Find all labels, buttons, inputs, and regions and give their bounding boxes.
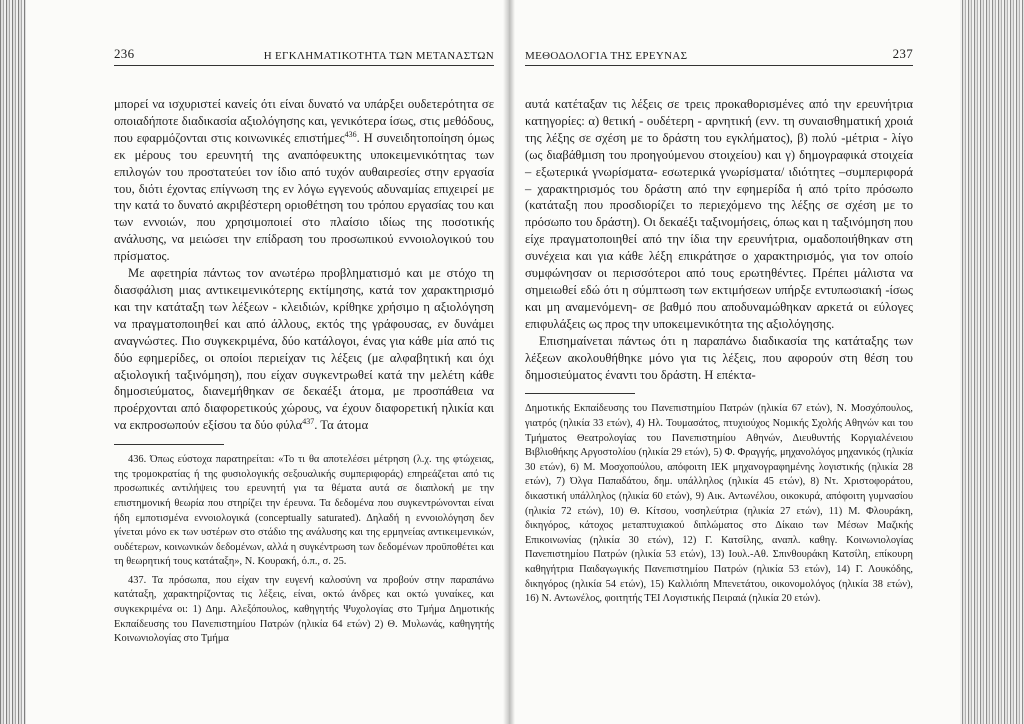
right-running-head: ΜΕΘΟΔΟΛΟΓΙΑ ΤΗΣ ΕΡΕΥΝΑΣ bbox=[525, 50, 688, 62]
footnote-436: 436. Όπως εύστοχα παρατηρείται: «Το τι θα αποτελέσει μέτρηση (λ.χ. της φτώχειας, της τρομοκρατίας ή της φυσιολογικής σεξουαλικής συμπεριφοράς) επηρεάζεται από τις προσωπικές αντιλήψεις του ερευνητή για τα θέματα αυτά σε διαπλοκή με την επιστημονική θεωρία που στηρίζει την έρευνα. Τα δεδομένα που συγκεντρώνονται είναι ήδη εμποτισμένα εννοιολογικά (conceptually saturated). Δηλαδή η εννοιολόγηση δεν γίνεται μόνο εκ των υστέρων στο στάδιο της ανάλυσης και της ερμηνείας αντικειμενικών, ουδέτερων, κοινωνικών δεδομένων, αλλά η συγκέντρωση των δεδομένων προϋποθέτει και τη θεωρητική τους κατάταξη», Ν. Κουρακή, ό.π., σ. 25. bbox=[114, 454, 494, 568]
left-page-number: 236 bbox=[114, 46, 135, 61]
footnote-rule bbox=[525, 393, 635, 394]
right-paragraph: αυτά κατέταξαν τις λέξεις σε τρεις προκαθορισμένες από την ερευνήτρια κατηγορίες: α) θετική - ουδέτερη - αρνητική (ενν. τη συναισθηματική χροιά της λέξης σε σχέση με το δράστη του εγκλήματος), β) πολύ -μέτρια - λίγο (ως διαβάθμιση του προηγούμενου στοιχείου) και γ) δημογραφικά στοιχεία – εξωτερικά γνωρίσματα- εσωτερικά γνωρίσματα/ ιδιότητες –συμπεριφορά – χαρακτηρισμός του δράστη από την εφημερίδα ή από τρίτο πρόσωπο (κατάταξη που προσδιορίζει το περιεχόμενο της λέξης σε σχέση με το πρόσωπο του δράστη). Οι δεκαέξι ταξινομήσεις, όπως και η ταξινόμηση που είχε πραγματοποιηθεί από την ίδια την ερευνήτρια, ομαδοποιήθηκαν στη συνέχεια και για κάθε λέξη επικράτησε ο χαρακτηρισμός, για τον οποίο συμφώνησαν οι περισσότεροι από τους ερωτηθέντες. Πρέπει μάλιστα να σημειωθεί εδώ ότι η σύμπτωση των εκτιμήσεων υπήρξε εντυπωσιακή -ίσως και μη αναμενόμενη- σε βαθμό που αποδυναμώθηκαν αρκετά οι εύλογες επιφυλάξεις ως προς την υποκειμενικότητα της αξιολόγησης. bbox=[525, 97, 913, 331]
right-paragraph: Επισημαίνεται πάντως ότι η παραπάνω διαδικασία της κατάταξης των λέξεων ακολουθήθηκε μόνο για τις λέξεις, που αφορούν στη θέση του δημοσιεύματος έναντι του δράστη. Η επέκτα- bbox=[525, 333, 913, 382]
right-page-number: 237 bbox=[892, 46, 913, 61]
footnote-437-continuation: Δημοτικής Εκπαίδευσης του Πανεπιστημίου Πατρών (ηλικία 67 ετών), Ν. Μοσχόπουλος, γιατρός (ηλικία 33 ετών), 4) Ηλ. Τουμασάτος, πτυχιούχος Νομικής Σχολής Αθηνών και του Τμήματος Θεατρολογίας του Πανεπιστημίου Αθηνών, Διευθυντής Κοργιαλένειου Βιβλιοθήκης Αργοστολίου (ηλικία 29 ετών), 5) Φ. Φραγγής, μηχανολόγος μηχανικός (ηλικία 30 ετών), 6) Μ. Μοσχοπούλου, απόφοιτη ΙΕΚ μηχανογραφημένης λογιστικής (ηλικία 28 ετών), 7) Όλγα Παπαδάτου, δημ. υπάλληλος (ηλικία 45 ετών), 8) Ντ. Χριστοφοράτου, δικαστική υπάλληλος (ηλικία 60 ετών), 9) Αικ. Αντωνέλου, οικοκυρά, απόφοιτη γυμνασίου (ηλικία 72 ετών), 10) Θ. Κίτσου, νοσηλεύτρια (ηλικία 27 ετών), 11) Μ. Φλουράκη, δικηγόρος, κάτοχος μεταπτυχιακού διπλώματος στο Δίκαιο των Μέσων Μαζικής Επικοινωνίας (ηλικία 30 ετών), 12) Γ. Κατσίλης, αναπλ. καθηγ. Κοινωνιολογίας Πανεπιστημίου Πατρών (ηλικία 53 ετών), 13) Ιουλ.-Αθ. Σπινθουράκη Κατσίλη, επίκουρη καθηγήτρια Παιδαγωγικής Πανεπιστημίου Πατρών (ηλικία 53 ετών), 14) Γ. Λουκόδης, δικηγόρος (ηλικία 54 ετών), 15) Καλλιόπη Μπενετάτου, οικονομολόγος (ηλικία 38 ετών), 16) Ν. Αντωνέλος, φοιτητής ΤΕΙ Λογιστικής Πειραιά (ηλικία 20 ετών). bbox=[525, 403, 913, 605]
book-gutter bbox=[503, 0, 515, 724]
right-footnotes bbox=[525, 402, 913, 606]
left-body-text bbox=[114, 96, 494, 434]
left-page-header bbox=[114, 46, 494, 66]
left-footnotes bbox=[114, 453, 494, 647]
footnote-ref-437: 437 bbox=[302, 417, 315, 427]
right-page-header bbox=[525, 46, 913, 66]
left-page bbox=[114, 46, 494, 651]
right-page-edge-shadow bbox=[960, 0, 1024, 724]
left-paragraph: μπορεί να ισχυριστεί κανείς ότι είναι δυνατό να υπάρξει ουδετερότητα σε οποιαδήποτε διαδικασία αξιολόγησης και, γενικότερα ίσως, στις μεθόδους, που εφαρμόζονται στις κοινωνικές επιστήμες$^{436}$. Η συνειδητοποίηση όμως εκ μέρους του ερευνητή της αναπόφευκτης υποκειμενικότητας των επιλογών του προστατεύει τον ίδιο από τυχόν αυθαιρεσίες στην εργασία του, διότι έχοντας επίγνωση της εν λόγω εγγενούς αδυναμίας επιχειρεί με την κατά το δυνατό ακριβέστερη οριοθέτηση του τρόπου εργασίας του και των εννοιών, που χρησιμοποιεί στο πλαίσιο ιδίως της ποσοτικής ανάλυσης, να μειώσει την επίδραση του προσωπικού εννοιολογικού του πρίσματος. bbox=[114, 97, 494, 264]
footnote-rule bbox=[114, 444, 224, 445]
footnote-437: 437. Τα πρόσωπα, που είχαν την ευγενή καλοσύνη να προβούν στην παραπάνω κατάταξη, χαρακτηρίζοντας τις λέξεις, είναι, οκτώ άνδρες και οκτώ γυναίκες, και συγκεκριμένα οι: 1) Δημ. Αλεξόπουλος, καθηγητής Ψυχολογίας στο Τμήμα Δημοτικής Εκπαίδευσης του Πανεπιστημίου Πατρών (ηλικία 64 ετών) 2) Θ. Μυλωνάς, καθηγητής Κοινωνιολογίας στο Τμήμα bbox=[114, 574, 494, 645]
footnote-ref-436: 436 bbox=[344, 129, 357, 139]
right-body-text bbox=[525, 96, 913, 383]
left-page-edge-shadow bbox=[0, 0, 26, 724]
left-paragraph: Με αφετηρία πάντως τον ανωτέρω προβληματισμό και με στόχο τη διασφάλιση μιας αντικειμενικότερης εκτίμησης, κατά τον χαρακτηρισμό και την κατάταξη των λέξεων - κλειδιών, κρίθηκε χρήσιμο η αξιολόγηση να πραγματοποιηθεί και από άλλους, εκτός της γράφουσας, εν δυνάμει αναγνώστες. Πιο συγκεκριμένα, δύο κατάλογοι, ένας για κάθε μία από τις δύο εφημερίδες, οι οποίοι περιείχαν τις λέξεις (με αλφαβητική και όχι αξιολογική ταξινόμηση), που είχαν συγκεντρωθεί κατά την μελέτη κάθε δημοσιεύματος, διανεμήθηκαν σε δεκαέξι άτομα, με προσπάθεια να προέρχονται από διαφορετικούς χώρους, να έχουν διαφορετική ηλικία και να εκπροσωπούν εξίσου τα δύο φύλα$^{437}$. Τα άτομα bbox=[114, 266, 494, 433]
right-page bbox=[525, 46, 913, 611]
left-running-head: Η ΕΓΚΛΗΜΑΤΙΚΟΤΗΤΑ ΤΩΝ ΜΕΤΑΝΑΣΤΩΝ bbox=[263, 50, 494, 62]
